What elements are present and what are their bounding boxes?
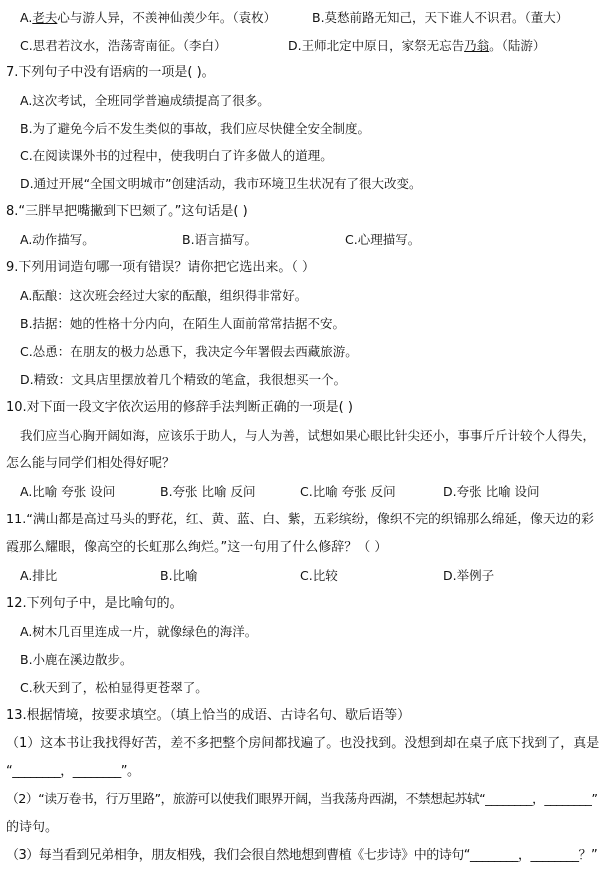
q10-option-b: B.夸张 比喻 反问 [160,484,256,499]
q8-option-a: A.动作描写。 [20,232,95,247]
q11-stem-line-2: 霞那么耀眼，像高空的长虹那么绚烂。”这一句用了什么修辞？（ ） [6,540,388,555]
q13-sub1-line-1: （1）这本书让我找得好苦，差不多把整个房间都找遍了。也没找到。没想到却在桌子底下找到了，真是 [6,736,600,751]
q6-option-d: D.王师北定中原日，家祭无忘告乃翁。（陆游） [288,38,546,53]
q6-option-b: B.莫愁前路无知己，天下谁人不识君。（董大） [312,10,569,25]
q10-stem: 10.对下面一段文字依次运用的修辞手法判断正确的一项是( ) [6,400,353,415]
q6-option-c: C.思君若汶水，浩荡寄南征。（李白） [20,38,227,53]
q13-sub2-line-2: 的诗句。 [6,820,59,835]
q10-option-a: A.比喻 夸张 设问 [20,484,116,499]
q7-option-d: D.通过开展“全国文明城市”创建活动，我市环境卫生状况有了很大改变。 [20,176,422,191]
q7-stem: 7.下列句子中没有语病的一项是( )。 [6,65,215,80]
q10-option-c: C.比喻 夸张 反问 [300,484,396,499]
q8-stem: 8.“三胖早把嘴撇到下巴颏了。”这句话是( ) [6,204,248,219]
q11-option-b: B.比喻 [160,568,198,583]
q12-option-a: A.树木几百里连成一片，就像绿色的海洋。 [20,624,258,639]
q8-option-b: B.语言描写。 [182,232,258,247]
q13-stem: 13.根据情境，按要求填空。（填上恰当的成语、古诗名句、歇后语等） [6,708,411,723]
q7-option-c: C.在阅读课外书的过程中，使我明白了许多做人的道理。 [20,148,333,163]
q13-sub3-line-1: （3）每当看到兄弟相争，朋友相残，我们会很自然地想到曹植《七步诗》中的诗句“________，________？” [6,848,598,863]
q9-option-a: A.酝酿：这次班会经过大家的酝酿，组织得非常好。 [20,288,308,303]
q7-option-b: B.为了避免今后不发生类似的事故，我们应尽快健全安全制度。 [20,121,371,136]
q10-option-d: D.夸张 比喻 设问 [443,484,540,499]
q12-option-b: B.小鹿在溪边散步。 [20,652,133,667]
q9-option-b: B.拮据：她的性格十分内向，在陌生人面前常常拮据不安。 [20,316,346,331]
q12-option-c: C.秋天到了，松柏显得更苍翠了。 [20,680,208,695]
q9-option-c: C.怂恿：在朋友的极力怂恿下，我决定今年署假去西藏旅游。 [20,344,358,359]
q6-option-a-underlined: 老夫 [32,10,58,25]
q9-option-d: D.精致：文具店里摆放着几个精致的笔盒，我很想买一个。 [20,372,347,387]
q6-option-d-underlined: 乃翁 [464,38,490,53]
q10-passage-line-1: 我们应当心胸开阔如海，应该乐于助人，与人为善，试想如果心眼比针尖还小，事事斤斤计较个人得失， [20,428,596,443]
q6-option-a: A.老夫心与游人异，不羡神仙羡少年。（袁枚） [20,10,277,25]
q7-option-a: A.这次考试，全班同学普遍成绩提高了很多。 [20,93,270,108]
q13-sub1-line-2: “________，________”。 [6,764,140,779]
q10-passage-line-2: 怎么能与同学们相处得好呢？ [6,456,176,471]
q11-option-c: C.比较 [300,568,338,583]
q11-option-a: A.排比 [20,568,58,583]
q11-stem-line-1: 11.“满山都是高过马头的野花，红、黄、蓝、白、紫，五彩缤纷，像织不完的织锦那么绵延，像天边的彩 [6,512,594,527]
q8-option-c: C.心理描写。 [345,232,421,247]
q13-sub2-line-1: （2）“读万卷书，行万里路”，旅游可以使我们眼界开阔，当我荡舟西湖，不禁想起苏轼“________，________” [6,792,598,807]
q12-stem: 12.下列句子中，是比喻句的。 [6,596,183,611]
q11-option-d: D.举例子 [443,568,495,583]
q9-stem: 9.下列用词造句哪一项有错误？请你把它选出来。（ ） [6,260,316,275]
